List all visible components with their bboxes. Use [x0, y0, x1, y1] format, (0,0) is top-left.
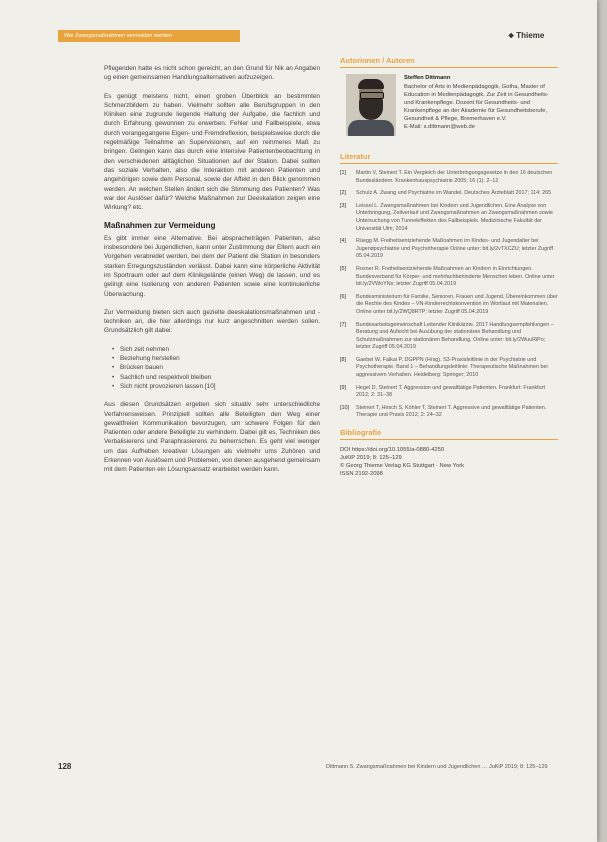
reference-item: [6] Bundesministerium für Familie, Senioren, Frauen und Jugend. Übereinkommen über die Rechte des Kindes – VN-Kinderrechtskonvention im Wortlaut mit Materialien. Online unter bit.ly/2WQ8RTP; letzter Zugriff 05.04.2019: [340, 293, 558, 315]
publisher-logo-icon: ❖: [508, 33, 515, 40]
author-section-heading: Autorinnen / Autoren: [340, 56, 558, 68]
principles-list: [114, 345, 320, 391]
bib-line: ISSN 2192-2098: [340, 471, 383, 478]
reference-item: [9] Hegel D, Steinert T. Aggression und gewalttätige Patienten. Frankfurt: Frankfurt 2012; 2: 31–38: [340, 384, 545, 399]
section-header-bar: [58, 30, 240, 42]
list-item: • Sich zeit nehmen: [114, 345, 320, 354]
publisher-logo: [508, 31, 544, 40]
author-info: [404, 74, 558, 136]
list-item: • Sachlich und respektvoll bleiben: [114, 373, 320, 382]
author-bio: Bachelor of Arts in Medienpädagogik, Gotha, Master of Education in Medienpädagogik. Zur Zeit in Gesundheits- und Krankenpflege. Dozent für Gesundheits- und Krankenpflege an der Akademie für Gesundheitsberufe, Gesundheit & Pflege, Bremerhaven e.V.: [404, 84, 549, 122]
bibliography-heading: Bibliografie: [340, 428, 558, 440]
page-number: 128: [58, 762, 72, 771]
reference-item: [8] Gaebel W, Falkai P, DGPPN (Hrsg). S3-Praxisleitlinie in der Psychiatrie und Psychotherapie. Band 1 – Behandlungsleitlinie: Therapeutische Maßnahmen bei aggressivem Verhalten. Heidelberg: Springer; 2010: [340, 356, 548, 379]
author-photo: [346, 74, 396, 136]
references-heading: Literatur: [340, 152, 558, 164]
bib-line: JuKiP 2019; 8: 125–129: [340, 455, 402, 462]
list-item: • Beziehung herstellen: [114, 354, 320, 363]
author-name: Steffen Dittmann: [404, 75, 451, 81]
reference-item: [5] Rosner R. Freiheitsentziehende Maßnahmen an Kindern in Einrichtungen. Bundesverband für Körper- und mehrfachbehinderte Menschen leben. Online unter bit.ly/2VWoYNx; letzter Zugriff 05.04.2019: [340, 265, 555, 288]
body-paragraph-5: Aus diesen Grundsätzen ergeben sich situativ sehr unterschiedliche Verfahrensweisen. Prinzipiell sollten alle Beteiligten den Weg einer gewaltfreien Kommunikation bevorzugen, um schwere Folgen für den Patienten oder andere Beteiligte zu verhindern. Dabei gilt es, Techniken des Verbalisierens und Paraphrasierens zu beherrschen. Es geht viel weniger um das Aufheben kreativer Lösungen als vielmehr ums Zuhören und Erkennen von Auslösern und Problemen, von denen ausgehend gemeinsam mit dem Patienten ein Lösungsansatz erarbeitet werden kann.: [104, 401, 321, 474]
reference-item: [7] Bundesarbeitsgemeinschaft Leitender Klinikärzte. 2017 Handlungsempfehlungen – Beratung und Aufsicht bei Ausübung der stationären Behandlung und Schutzmaßnahmen zur stationären Behandlung. Online unter: bit.ly/2WuuRiPo; letzter Zugriff 05.04.2019: [340, 321, 554, 351]
section-heading: Maßnahmen zur Vermeidung: [104, 221, 216, 231]
reference-item: [4] Rüegg M. Freiheitsentziehende Maßnahmen im Kindes- und Jugendalter bei Jugendpsychiatrie und Psychotherapie Online unter: bit.ly/2vTXCZU; letzter Zugriff 05.04.2019: [340, 238, 554, 260]
bib-line: © Georg Thieme Verlag KG Stuttgart · New York: [340, 463, 465, 470]
bibliography-block: [340, 446, 558, 478]
body-paragraph-4: Zur Vermeidung bieten sich auch gezielte deeskalationsmaßnahmen und -techniken an, die hier allerdings nur kurz angeschnitten werden sollen. Grundsätzlich gilt dabei:: [104, 308, 320, 335]
main-text-column: [104, 64, 320, 484]
reference-list: [340, 170, 558, 420]
author-box: [340, 74, 558, 136]
body-paragraph-3: Es gibt immer eine Alternative. Bei abspracheträgen Patienten, also insbesondere bei Jugendlichen, kann unter Zustimmung der Eltern auch ein Vorgehen verabredet werden, bei dem der Patient die Station in besonders starken Erregungszuständen verlässt. Dabei kann eine körperliche Aktivität im Sportraum oder auf dem Klinikgelände (einen Weg) de lassen, und es gelingt eine Isolierung von anderen Patienten sowie eine kontinuierliche Überwachung.: [104, 234, 320, 298]
author-email[interactable]: E-Mail: s.dittmann@web.de: [404, 124, 475, 130]
intro-paragraph: Pflegenden hatte es nicht schon gereicht, an den Grund für Nik an Angaben ug einen gemeinsamen Handlungsalternativen aufzuzeigen.: [104, 65, 320, 82]
doi-link[interactable]: DOI https://doi.org/10.1055/a-0880-4250: [340, 447, 445, 454]
reference-item: [3] Leissel L. Zwangsmaßnahmen bei Kindern und Jugendlichen. Eine Analyse von Unterbringung, Zeitverlauf und Zwangsmaßnahmen an Zwangsmaßnahmen sowie Untersuchung von Tunneleffekten des Fallbeispiels. Medizinische Fakultät der Universität Ulm; 2014: [340, 202, 553, 232]
sidebar-column: [340, 56, 558, 478]
body-paragraph-2: Es genügt meistens nicht, einen groben Überblick an bestimmten Schmerzbildern zu haben. Vielmehr sollten alle Berufsgruppen in den Kliniken eine zugrunde liegende Haltung der Aufgabe, die fachlich und durch Erfahrung gewonnen zu erwerben. Fehler und Fallbeispiele, etwa durch vorangegangene Eigen- und Fremdreflexion, beispielsweise durch die regelmäßige Teilnahme an Supervisionen, auf ein reinmeres Maß zu bringen. Gelingen kann das durch eine intensive Patientenbeobachtung in den verschiedenen alltäglichen Situationen auf der Station. Dabei sollten das soziale Verhalten, also die Interaktion mit anderen Patienten und angehörigen sowie dem Personal, sowie der Affekt in den Blick genommen werden. An welchen Stellen ändert sich die Stimmung des Patienten? Was war der Auslöser dafür? Welche Maßnahmen zur Deeskalation zeigen eine Wirkung? etc.: [104, 92, 320, 212]
reference-item: [2] Schulz A. Zwang und Psychiatrie im Wandel. Deutsches Ärzteblatt 2017; 114: 265: [340, 190, 552, 197]
reference-item: [10] Steinert T, Hirsch S, Köhler T, Steinert T. Aggressive und gewalttätige Patienten. Therapie und Praxis 2012; 2: 24–32: [340, 404, 547, 419]
footer-citation: Dittmann S. Zwangsmaßnahmen bei Kindern und Jugendlichen … JuKiP 2019; 8: 125–129: [326, 764, 548, 770]
publisher-name: Thieme: [516, 31, 545, 40]
reference-item: [1] Martin V, Steinert T. Ein Vergleich der Unterbringungsgesetze in den 16 deutschen Bundesländern. Krankenhauspsychiatrie 2005; 16 (1): 2–12: [340, 170, 553, 184]
section-label: Wie Zwangsmaßnahmen vermeiden werden: [64, 33, 172, 39]
list-item: • Brücken bauen: [114, 363, 320, 372]
list-item: • Sich nicht provozieren lassen [10]: [114, 382, 320, 391]
